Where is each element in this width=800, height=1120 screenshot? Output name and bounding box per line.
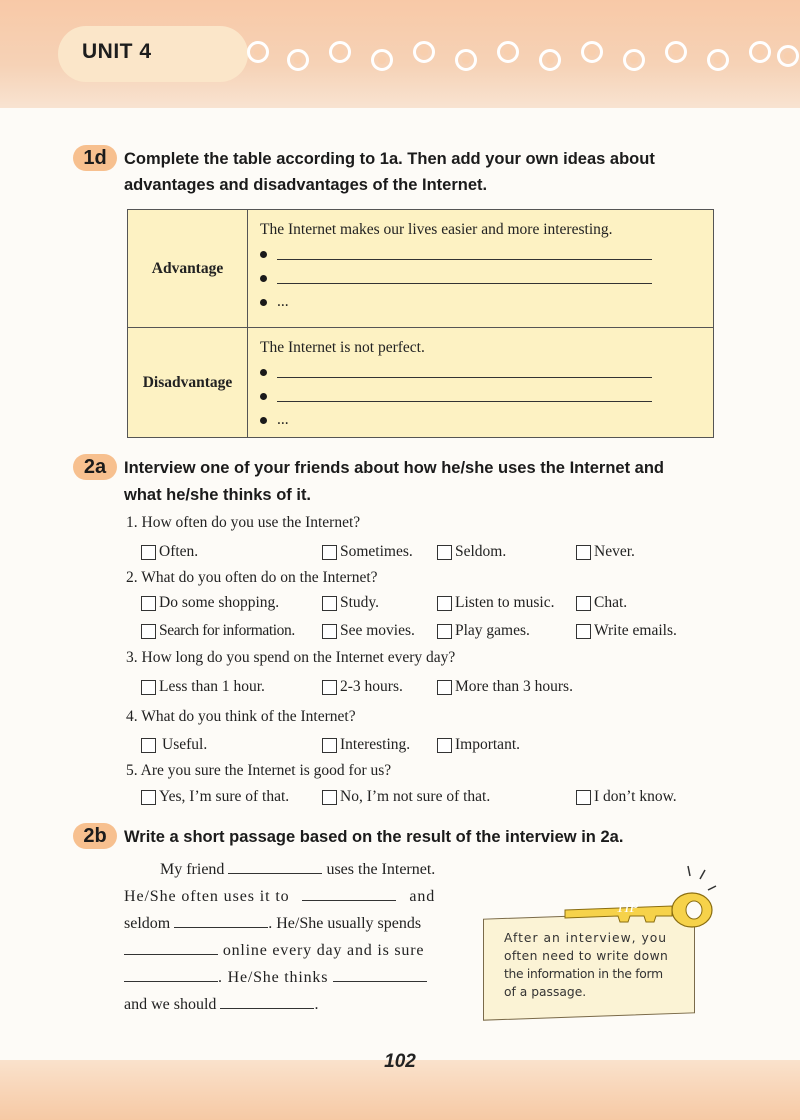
question-3: 3. How long do you spend on the Internet every day? bbox=[126, 649, 456, 666]
option-q5-no[interactable]: No, I’m not sure of that. bbox=[322, 788, 490, 806]
bullet-icon bbox=[260, 275, 267, 282]
option-q2-search[interactable]: Search for information. bbox=[141, 622, 295, 640]
disadvantage-statement: The Internet is not perfect. bbox=[260, 339, 425, 356]
passage-blank[interactable] bbox=[174, 913, 268, 928]
question-1: 1. How often do you use the Internet? bbox=[126, 514, 361, 531]
checkbox[interactable] bbox=[322, 596, 337, 611]
option-q1-seldom[interactable]: Seldom. bbox=[437, 543, 506, 561]
bullet-icon bbox=[260, 393, 267, 400]
advantages-table bbox=[127, 209, 714, 438]
option-q2-movies[interactable]: See movies. bbox=[322, 622, 415, 640]
advantage-statement: The Internet makes our lives easier and more interesting. bbox=[260, 221, 613, 238]
passage-line-1: My friend uses the Internet. bbox=[160, 861, 436, 878]
option-q2-games[interactable]: Play games. bbox=[437, 622, 530, 640]
instruction-2a-line1: Interview one of your friends about how he/she uses the Internet and bbox=[124, 459, 664, 477]
checkbox[interactable] bbox=[576, 545, 591, 560]
question-5: 5. Are you sure the Internet is good for us? bbox=[126, 762, 392, 779]
option-q4-important[interactable]: Important. bbox=[437, 736, 520, 754]
checkbox[interactable] bbox=[437, 624, 452, 639]
checkbox[interactable] bbox=[437, 596, 452, 611]
checkbox[interactable] bbox=[437, 545, 452, 560]
option-q4-useful[interactable]: Useful. bbox=[141, 736, 207, 754]
option-q2-shopping[interactable]: Do some shopping. bbox=[141, 594, 279, 612]
checkbox[interactable] bbox=[141, 624, 156, 639]
checkbox[interactable] bbox=[141, 790, 156, 805]
disadvantage-label: Disadvantage bbox=[128, 328, 248, 438]
bullet-icon bbox=[260, 417, 267, 424]
section-badge-2a: 2a bbox=[73, 454, 117, 480]
checkbox[interactable] bbox=[322, 624, 337, 639]
checkbox[interactable] bbox=[322, 545, 337, 560]
checkbox[interactable] bbox=[576, 596, 591, 611]
option-q2-emails[interactable]: Write emails. bbox=[576, 622, 677, 640]
section-badge-1d: 1d bbox=[73, 145, 117, 171]
bullet-icon bbox=[260, 299, 267, 306]
disadvantage-ellipsis: ... bbox=[277, 411, 289, 428]
checkbox[interactable] bbox=[437, 738, 452, 753]
checkbox[interactable] bbox=[141, 596, 156, 611]
option-q4-interesting[interactable]: Interesting. bbox=[322, 736, 410, 754]
checkbox[interactable] bbox=[141, 545, 156, 560]
bullet-icon bbox=[260, 369, 267, 376]
passage-line-6: and we should . bbox=[124, 996, 319, 1013]
passage-line-2: He/She often uses it to and bbox=[124, 888, 436, 905]
passage-blank[interactable] bbox=[220, 994, 314, 1009]
checkbox[interactable] bbox=[576, 790, 591, 805]
option-q1-sometimes[interactable]: Sometimes. bbox=[322, 543, 413, 561]
option-q1-never[interactable]: Never. bbox=[576, 543, 635, 561]
tip-text: After an interview, you often need to write down the information in the form of a passage. bbox=[504, 931, 669, 999]
passage-line-3: seldom . He/She usually spends bbox=[124, 915, 422, 932]
passage-blank[interactable] bbox=[124, 967, 218, 982]
disadvantage-blank-1[interactable] bbox=[277, 365, 652, 378]
key-icon bbox=[560, 862, 730, 932]
instruction-1d-line1: Complete the table according to 1a. Then add your own ideas about bbox=[124, 150, 655, 168]
option-q3-2-3[interactable]: 2-3 hours. bbox=[322, 678, 403, 696]
passage-blank[interactable] bbox=[333, 967, 427, 982]
unit-title: UNIT 4 bbox=[82, 40, 152, 63]
option-q2-music[interactable]: Listen to music. bbox=[437, 594, 554, 612]
advantage-blank-2[interactable] bbox=[277, 271, 652, 284]
checkbox[interactable] bbox=[322, 680, 337, 695]
checkbox[interactable] bbox=[322, 790, 337, 805]
advantage-cell bbox=[248, 210, 714, 328]
page-number: 102 bbox=[384, 1051, 416, 1072]
checkbox[interactable] bbox=[437, 680, 452, 695]
option-q3-more-3[interactable]: More than 3 hours. bbox=[437, 678, 573, 696]
option-q2-study[interactable]: Study. bbox=[322, 594, 379, 612]
advantage-ellipsis: ... bbox=[277, 293, 289, 310]
option-q5-yes[interactable]: Yes, I’m sure of that. bbox=[141, 788, 289, 806]
advantage-label: Advantage bbox=[128, 210, 248, 328]
disadvantage-cell bbox=[248, 328, 714, 438]
option-q3-less-1[interactable]: Less than 1 hour. bbox=[141, 678, 265, 696]
section-badge-2b: 2b bbox=[73, 823, 117, 849]
question-4: 4. What do you think of the Internet? bbox=[126, 708, 356, 725]
checkbox[interactable] bbox=[576, 624, 591, 639]
option-q1-often[interactable]: Often. bbox=[141, 543, 198, 561]
passage-blank[interactable] bbox=[228, 859, 322, 874]
passage-blank[interactable] bbox=[302, 886, 396, 901]
bullet-icon bbox=[260, 251, 267, 258]
advantage-blank-1[interactable] bbox=[277, 247, 652, 260]
instruction-2b: Write a short passage based on the result of the interview in 2a. bbox=[124, 828, 624, 846]
passage-line-5: . He/She thinks bbox=[124, 967, 427, 987]
option-q5-dont-know[interactable]: I don’t know. bbox=[576, 788, 677, 806]
question-2: 2. What do you often do on the Internet? bbox=[126, 569, 378, 586]
checkbox[interactable] bbox=[141, 680, 156, 695]
disadvantage-blank-2[interactable] bbox=[277, 389, 652, 402]
instruction-2a-line2: what he/she thinks of it. bbox=[124, 486, 312, 504]
option-q2-chat[interactable]: Chat. bbox=[576, 594, 627, 612]
checkbox[interactable] bbox=[322, 738, 337, 753]
tip-label: TIP bbox=[616, 900, 639, 916]
instruction-1d-line2: advantages and disadvantages of the Internet. bbox=[124, 176, 488, 194]
passage-line-4: online every day and is sure bbox=[124, 940, 424, 960]
checkbox[interactable] bbox=[141, 738, 156, 753]
passage-blank[interactable] bbox=[124, 940, 218, 955]
